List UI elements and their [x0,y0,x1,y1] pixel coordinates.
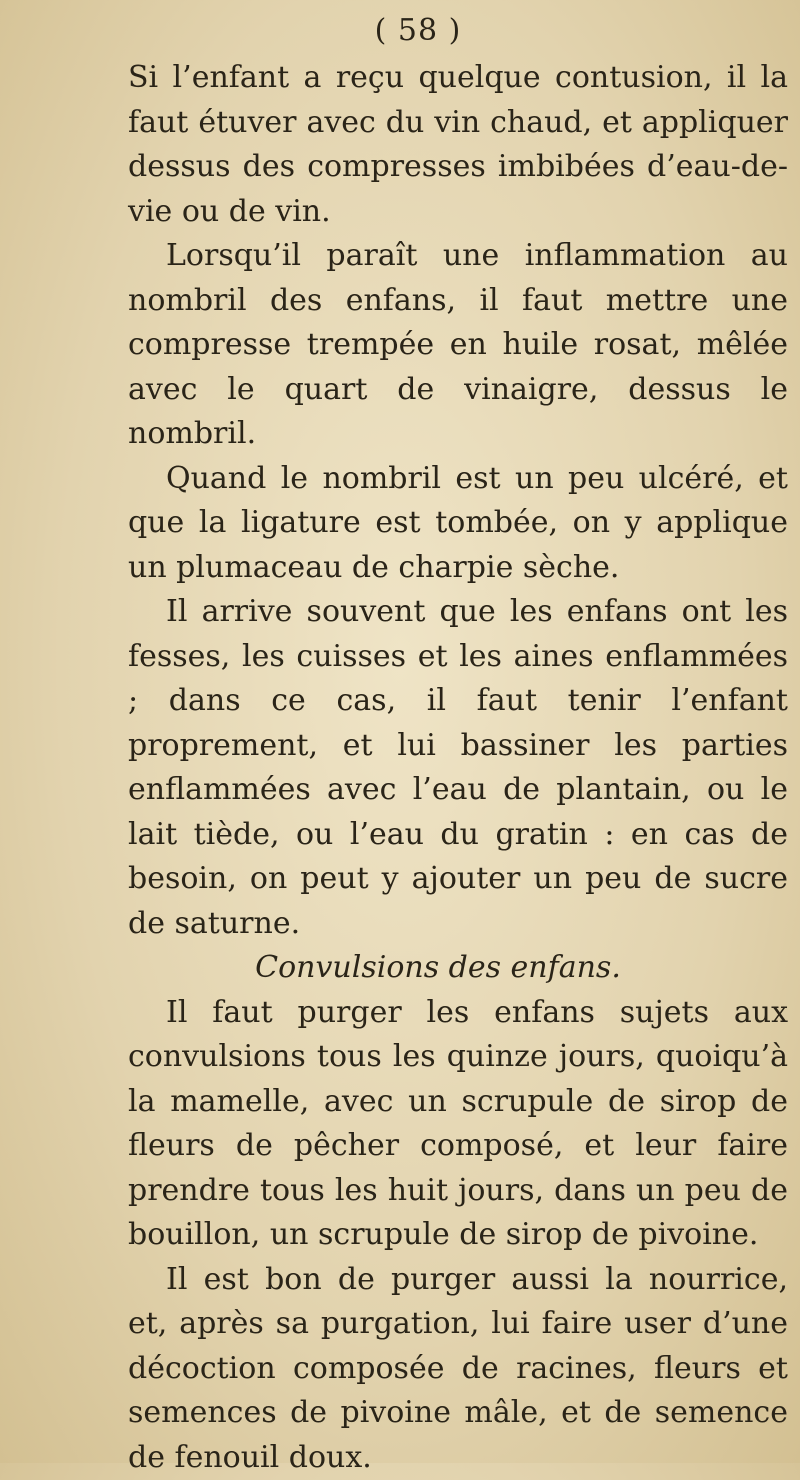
book-page [128,10,788,1480]
paragraph-inflamed-parts: Il arrive souvent que les enfans ont les fesses, les cuisses et les aines enflammées ; dans ce cas, il faut tenir l’enfant proprement, et lui bassiner les parties enflammées avec l’eau de plantain, ou le lait tiède, ou l’eau du gratin : en cas de besoin, on peut y ajouter un peu de sucre de saturne. [128,590,788,946]
paragraph-navel-inflammation: Lorsqu’il paraît une inflammation au nombril des enfans, il faut mettre une compresse trempée en huile rosat, mêlée avec le quart de vinaigre, dessus le nombril. [128,234,788,457]
paragraph-convulsions-purge: Il faut purger les enfans sujets aux convulsions tous les quinze jours, quoiqu’à la mamelle, avec un scrupule de sirop de fleurs de pêcher composé, et leur faire prendre tous les huit jours, dans un peu de bouillon, un scrupule de sirop de pivoine. [128,991,788,1258]
paragraph-navel-ulcer: Quand le nombril est un peu ulcéré, et que la ligature est tombée, on y applique un plumaceau de charpie sèche. [128,457,788,591]
paragraph-nurse-purge: Il est bon de purger aussi la nourrice, et, après sa purgation, lui faire user d’une décoction composée de racines, fleurs et semences de pivoine mâle, et de semence de fenouil doux. [128,1258,788,1480]
page-number: ( 58 ) [128,10,788,52]
section-heading: Convulsions des enfans. [128,946,788,991]
paragraph-contusion: Si l’enfant a reçu quelque contusion, il la faut étuver avec du vin chaud, et appliquer dessus des compresses imbibées d’eau-de-vie ou de vin. [128,56,788,234]
